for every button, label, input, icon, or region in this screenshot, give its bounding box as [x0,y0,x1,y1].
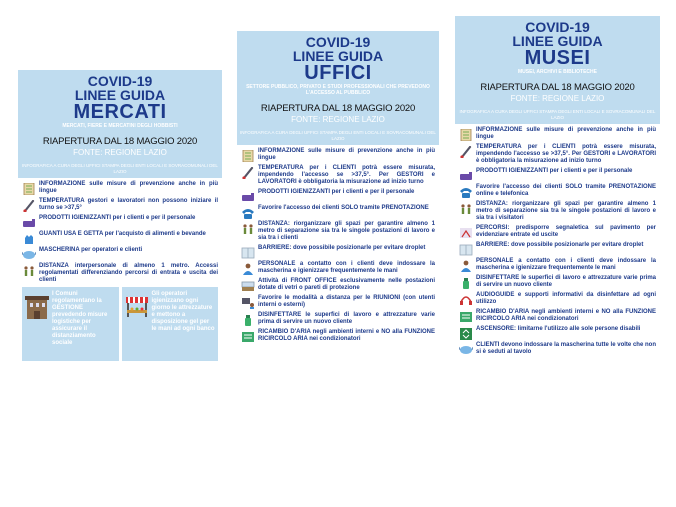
musei-list-item-text: DISTANZA: riorganizzare gli spazi per garantire almeno 1 metro di separazione sia tra le singole postazioni di lavoro e sia tra i visitatori [476,201,656,221]
musei-list-item-text: CLIENTI devono indossare la mascherina tutte le volte che non si è seduti al tavolo [476,342,656,355]
musei-list-item-text: AUDIOGUIDE e supporti informativi da disinfettare ad ogni utilizzo [476,292,656,305]
glove-icon [22,232,36,244]
mercati-box-right-text: Gli operatori igienizzano ogni giorno le attrezzature e mettono a disposizione gel per le mani ad ogni banco [151,291,215,332]
uffici-list-item [241,329,435,343]
musei-list-item-text: BARRIERE: dove possibile posizionarle per evitare droplet [476,242,644,248]
musei-list-item [459,275,656,289]
uffici-info: INFOGRAFICA A CURA DEGLI UFFICI STAMPA DEGLI ENTI LOCALI E SOVRACOMUNALI DEL LAZIO [240,130,436,141]
uffici-list-item [241,278,435,292]
phone-icon [241,206,255,218]
staff-icon [241,262,255,274]
mercati-fonte: FONTE: REGIONE LAZIO [73,148,167,157]
thermometer-icon [22,199,36,211]
sanitizer-icon [22,216,36,228]
distance-icon [241,222,255,234]
musei-list-item-text: ASCENSORE: limitarne l'utilizzo alle sole persone disabili [476,326,641,332]
uffici-list-item [241,261,435,275]
mercati-bottom-boxes [18,287,222,361]
musei-linee-title: LINEE GUIDA [512,33,603,49]
uffici-list-item-text: Attività di FRONT OFFICE esclusivamente nelle postazioni dotate di vetri o pareti di protezione [258,278,435,291]
uffici-list-item [241,189,435,202]
musei-list-item-text: INFORMAZIONE sulle misure di prevenzione anche in più lingue [476,127,656,140]
uffici-list [237,145,439,343]
uffici-list-item-text: TEMPERATURA per i CLIENTI potrà essere misurata, impendendo l'accesso se >37,5°. Per GESTORI e LAVORATORI è obbligatoria la misurazione ad inizio turno [258,165,435,185]
musei-list-item [459,144,656,165]
mercati-list-item [22,215,218,228]
mercati-box-right [122,287,219,361]
thermometer-icon [241,166,255,178]
uffici-riapertura: RIAPERTURA DAL 18 MAGGIO 2020 [260,103,416,114]
staff-icon [459,259,473,271]
mercati-list-item [22,263,218,284]
musei-list-item [459,127,656,141]
uffici-list-item [241,148,435,162]
musei-list [455,124,660,356]
mercati-list-item [22,181,218,195]
checklist-icon [241,149,255,161]
uffici-name: UFFICI [304,62,372,84]
checklist-icon [459,128,473,140]
mercati-list-item-text: PRODOTTI IGIENIZZANTI per i clienti e per il personale [39,215,196,221]
mercati-header [18,70,222,178]
mercati-list-item-text: GUANTI USA E GETTA per l'acquisto di alimenti e bevande [39,231,206,237]
uffici-list-item-text: BARRIERE: dove possibile posizionarle per evitare droplet [258,245,426,251]
uffici-list-item-text: DISINFETTARE le superfici di lavoro e attrezzature varie prima di servire un nuovo cliente [258,312,435,325]
mercati-linee-title: LINEE GUIDA [74,87,166,103]
musei-list-item [459,309,656,323]
mercati-list [18,178,222,284]
sanitizer-icon [459,169,473,181]
mercati-list-item [22,247,218,260]
mercati-info: INFOGRAFICA A CURA DEGLI UFFICI STAMPA DEGLI ENTI LOCALI E SOVRACOMUNALI DEL LAZIO [22,163,218,174]
musei-list-item [459,201,656,222]
musei-covid-title: COVID-19 [525,19,590,35]
musei-list-item [459,225,656,239]
spray-icon [459,276,473,288]
panel-musei [455,16,660,488]
uffici-list-item [241,245,435,258]
uffici-list-item-text: Favorire l'accesso dei clienti SOLO tramite PRENOTAZIONE [258,205,429,211]
musei-list-item [459,292,656,306]
uffici-list-item [241,312,435,326]
mercati-riapertura: RIAPERTURA DAL 18 MAGGIO 2020 [42,136,198,147]
mercati-box-left-text: I Comuni regolamentano la GESTIONE prevedendo misure logistiche per assicurare il distanziamento sociale [52,291,108,346]
mercati-subtitle: MERCATI, FIERE E MERCATINI DEGLI HOBBISTI [62,123,178,129]
barrier-icon [241,246,255,258]
uffici-linee-title: LINEE GUIDA [292,48,384,64]
musei-list-item [459,258,656,272]
uffici-list-item-text: DISTANZA: riorganizzare gli spazi per garantire almeno 1 metro di separazione sia tra le singole postazioni di lavoro e sia tra i clienti [258,221,435,241]
uffici-list-item [241,205,435,218]
thermometer-icon [459,145,473,157]
mercati-box-left [22,287,119,361]
headphones-icon [459,293,473,305]
musei-header [455,16,660,124]
uffici-list-item [241,295,435,309]
mercati-name: MERCATI [73,101,167,123]
musei-list-item-text: PERCORSI: predisporre segnaletica sul pavimento per evidenziare entrate ed uscite [476,225,656,238]
uffici-list-item-text: PRODOTTI IGIENIZZANTI per i clienti e per il personale [258,189,415,195]
uffici-list-item [241,165,435,186]
musei-riapertura: RIAPERTURA DAL 18 MAGGIO 2020 [480,82,635,93]
mercati-list-item-text: TEMPERATURA gestori e lavoratori non possono iniziare il turno se >37,5° [39,198,218,211]
musei-list-item-text: DISINFETTARE le superfici di lavoro e attrezzature varie prima di servire un nuovo cliente [476,275,656,288]
musei-list-item-text: TEMPERATURA per i CLIENTI potrà essere misurata, impendendo l'accesso se >37,5°. Per GESTORI e LAVORATORI è obbligatoria la misurazione ad inizio turno [476,144,656,164]
musei-name: MUSEI [524,47,591,69]
uffici-fonte: FONTE: REGIONE LAZIO [291,115,385,124]
uffici-list-item-text: PERSONALE a contatto con i clienti deve indossare la mascherina e igienizzare frequentemente le mani [258,261,435,274]
spray-icon [241,313,255,325]
panel-uffici [237,31,439,469]
checklist-icon [22,182,36,194]
distance-icon [459,202,473,214]
panel-mercati [18,70,222,422]
musei-list-item [459,242,656,255]
mercati-list-item [22,231,218,244]
mercati-list-item [22,198,218,212]
distance-icon [22,264,36,276]
mercati-list-item-text: INFORMAZIONE sulle misure di prevenzione anche in più lingue [39,181,218,194]
uffici-list-item-text: INFORMAZIONE sulle misure di prevenzione anche in più lingue [258,148,435,161]
barrier-icon [459,243,473,255]
musei-list-item-text: Favorire l'accesso dei clienti SOLO tramite PRENOTAZIONE online e telefonica [476,184,656,197]
musei-list-item [459,342,656,356]
musei-info: INFOGRAFICA A CURA DEGLI UFFICI STAMPA DEGLI ENTI LOCALI E SOVRACOMUNALI DEL LAZIO [459,109,656,120]
mask-icon [459,343,473,355]
town-hall-icon [25,293,49,321]
musei-list-item [459,168,656,181]
musei-fonte: FONTE: REGIONE LAZIO [510,94,605,103]
mercati-covid-title: COVID-19 [87,73,153,89]
sanitizer-icon [241,190,255,202]
musei-list-item-text: PRODOTTI IGIENIZZANTI per i clienti e per il personale [476,168,633,174]
uffici-covid-title: COVID-19 [305,34,371,50]
musei-list-item [459,326,656,339]
uffici-subtitle: SETTORE PUBBLICO, PRIVATO E STUDI PROFESSIONALI CHE PREVEDONO L'ACCESSO AL PUBBLICO [246,84,430,96]
uffici-header [237,31,439,145]
musei-list-item-text: PERSONALE a contatto con i clienti deve indossare la mascherina e igienizzare frequentemente le mani [476,258,656,271]
mask-icon [22,248,36,260]
uffici-list-item [241,221,435,242]
musei-list-item [459,184,656,198]
musei-subtitle: MUSEI, ARCHIVI E BIBLIOTECHE [518,69,597,75]
elevator-icon [459,327,473,339]
air-icon [241,330,255,342]
phone-icon [459,185,473,197]
path-icon [459,226,473,238]
desk-icon [241,279,255,291]
uffici-list-item-text: Favorire le modalità a distanza per le RIUNIONI (con utenti interni o esterni) [258,295,435,308]
mercati-list-item-text: DISTANZA interpersonale di almeno 1 metro. Accessi regolamentati differenziando percorsi di entrata e uscita dei clienti [39,263,218,283]
air-icon [459,310,473,322]
meeting-icon [241,296,255,308]
uffici-list-item-text: RICAMBIO D'ARIA negli ambienti interni e NO alla FUNZIONE RICIRCOLO ARIA nei condizionatori [258,329,435,342]
mercati-list-item-text: MASCHERINA per operatori e clienti [39,247,143,253]
musei-list-item-text: RICAMBIO D'ARIA negli ambienti interni e NO alla FUNZIONE RICIRCOLO ARIA nei condizionatori [476,309,656,322]
market-stall-icon [125,293,149,321]
